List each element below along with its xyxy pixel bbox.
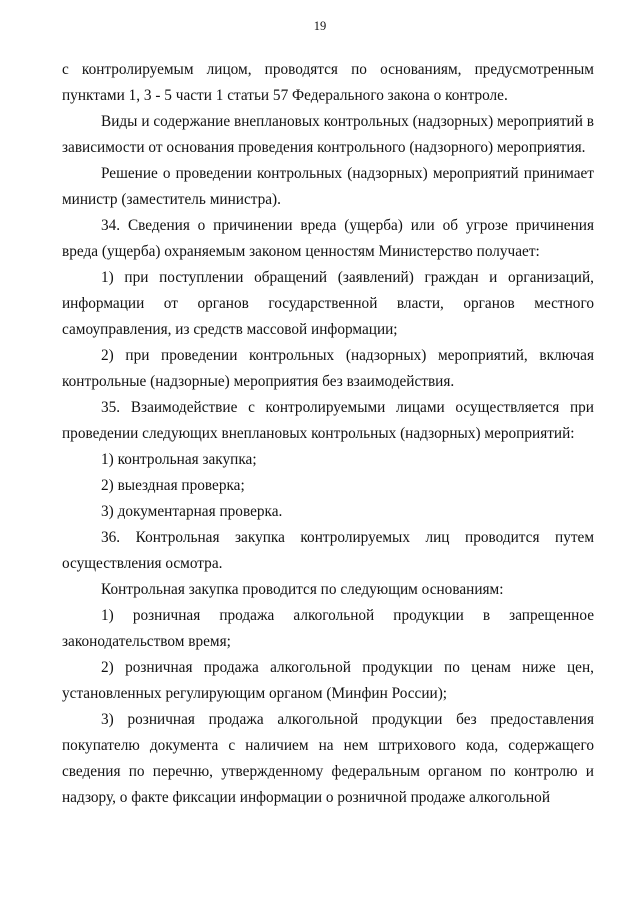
paragraph-item-35: 35. Взаимодействие с контролируемыми лицами осуществляется при проведении следующих внеплановых контрольных (надзорных) мероприятий: [62, 399, 594, 442]
list-item: 1) розничная продажа алкогольной продукции в запрещенное законодательством время; [62, 607, 594, 650]
document-body [62, 57, 594, 811]
list-item: 3) документарная проверка. [101, 503, 283, 520]
paragraph: Контрольная закупка проводится по следующим основаниям: [101, 581, 504, 598]
list-item: 1) контрольная закупка; [101, 451, 257, 468]
list-item: 3) розничная продажа алкогольной продукции без предоставления покупателю документа с наличием на нем штрихового кода, содержащего сведения по перечню, утвержденному федеральным органом по контролю и надзору, о факте фиксации информации о розничной продаже алкогольной [62, 711, 594, 806]
list-item: 2) при проведении контрольных (надзорных) мероприятий, включая контрольные (надзорные) мероприятия без взаимодействия. [62, 347, 594, 390]
paragraph-item-36: 36. Контрольная закупка контролируемых лиц проводится путем осуществления осмотра. [62, 529, 594, 572]
paragraph: Виды и содержание внеплановых контрольных (надзорных) мероприятий в зависимости от основания проведения контрольного (надзорного) мероприятия. [62, 113, 594, 156]
paragraph: Решение о проведении контрольных (надзорных) мероприятий принимает министр (заместитель министра). [62, 165, 594, 208]
list-item: 1) при поступлении обращений (заявлений) граждан и организаций, информации от органов государственной власти, органов местного самоуправления, из средств массовой информации; [62, 269, 594, 338]
list-item: 2) розничная продажа алкогольной продукции по ценам ниже цен, установленных регулирующим органом (Минфин России); [62, 659, 594, 702]
page-number: 19 [313, 19, 327, 33]
list-item: 2) выездная проверка; [101, 477, 245, 494]
paragraph-continuation: с контролируемым лицом, проводятся по основаниям, предусмотренным пунктами 1, 3 - 5 части 1 статьи 57 Федерального закона о контроле. [62, 61, 594, 104]
paragraph-item-34: 34. Сведения о причинении вреда (ущерба) или об угрозе причинения вреда (ущерба) охраняемым законом ценностям Министерство получает: [62, 217, 594, 260]
